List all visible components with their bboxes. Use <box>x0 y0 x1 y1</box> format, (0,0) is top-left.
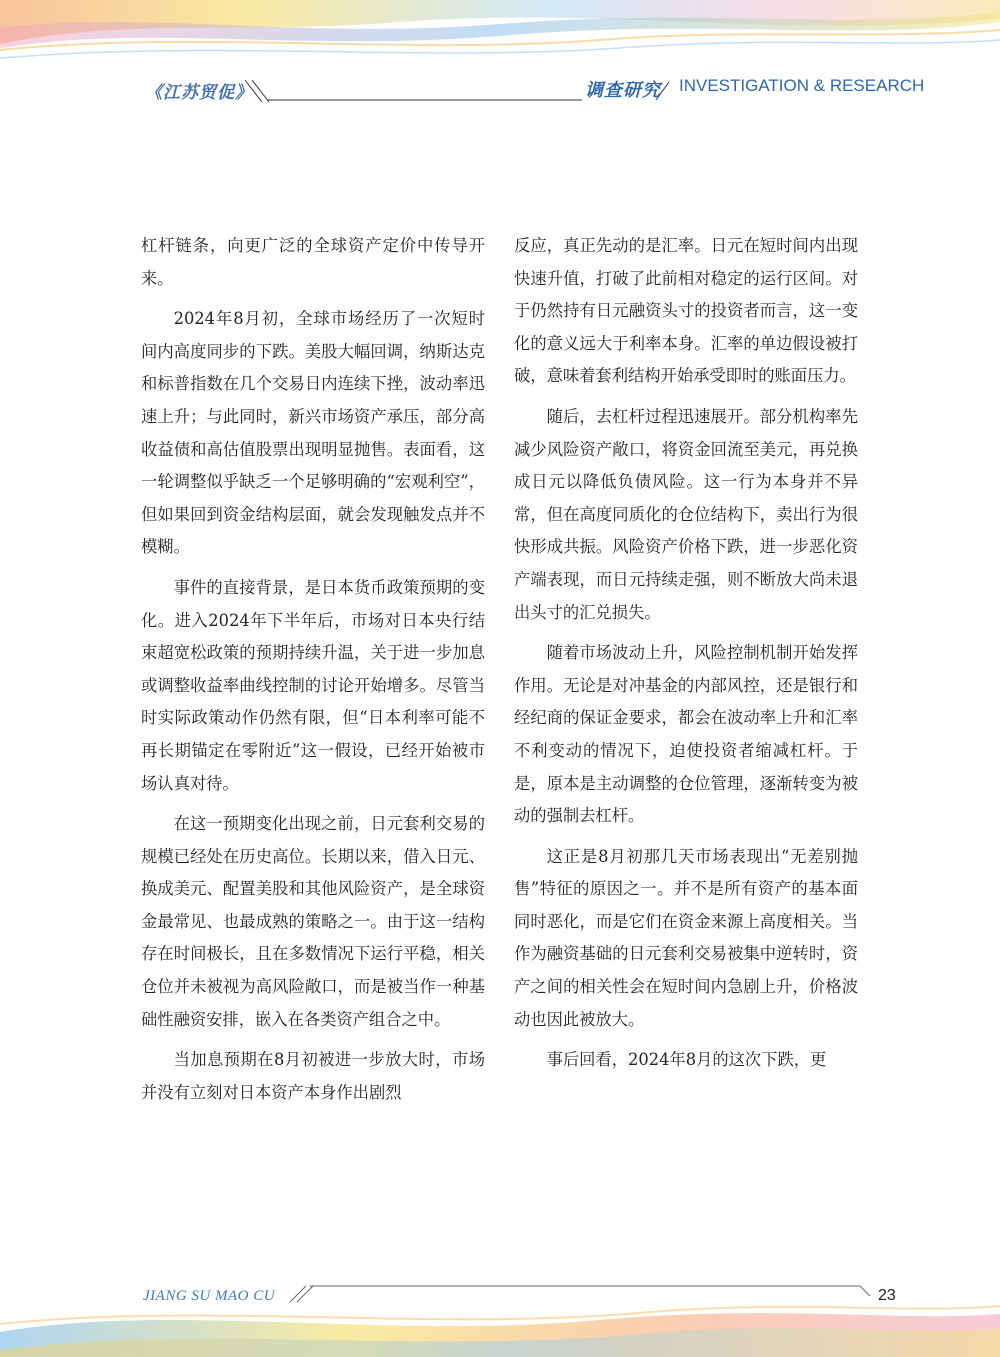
footer-magazine-name: JIANG SU MAO CU <box>143 1288 276 1304</box>
paragraph: 2024年8月初，全球市场经历了一次短时间内高度同步的下跌。美股大幅回调，纳斯达克和标普指数在几个交易日内连续下挫，波动率迅速上升；与此同时，新兴市场资产承压，部分高收益债和高估值股票出现明显抛售。表面看，这一轮调整似乎缺乏一个足够明确的“宏观利空”，但如果回到资金结构层面，就会发现触发点并不模糊。 <box>141 309 485 557</box>
magazine-name: 《江苏贸促》 <box>145 83 253 103</box>
paragraph: 事件的直接背景，是日本货币政策预期的变化。进入2024年下半年后，市场对日本央行结束超宽松政策的预期持续升温，关于进一步加息或调整收益率曲线控制的讨论开始增多。尽管当时实际政策动作仍然有限，但“日本利率可能不再长期锚定在零附近”这一假设，已经开始被市场认真对待。 <box>141 577 485 793</box>
paragraph: 随后，去杠杆过程迅速展开。部分机构率先减少风险资产敞口，将资金回流至美元，再兑换成日元以降低负债风险。这一行为本身并不异常，但在高度同质化的仓位结构下，卖出行为很快形成共振。风险资产价格下跌，进一步恶化资产端表现，而日元持续走强，则不断放大尚未退出头寸的汇兑损失。 <box>514 406 858 622</box>
article-column-right <box>514 230 858 1085</box>
paragraph: 反应，真正先动的是汇率。日元在短时间内出现快速升值，打破了此前相对稳定的运行区间。对于仍然持有日元融资头寸的投资者而言，这一变化的意义远大于利率本身。汇率的单边假设被打破，意味着套利结构开始承受即时的账面压力。 <box>514 236 858 386</box>
section-title-en: INVESTIGATION & RESEARCH <box>679 76 925 95</box>
paragraph: 这正是8月初那几天市场表现出“无差别抛售”特征的原因之一。并不是所有资产的基本面同时恶化，而是它们在资金来源上高度相关。当作为融资基础的日元套利交易被集中逆转时，资产之间的相关性会在短时间内急剧上升，价格波动也因此被放大。 <box>514 846 858 1029</box>
header-decorative-band <box>0 0 1000 70</box>
article-column-left <box>141 230 485 1117</box>
paragraph: 在这一预期变化出现之前，日元套利交易的规模已经处在历史高位。长期以来，借入日元、换成美元、配置美股和其他风险资产，是全球资金最常见、也最成熟的策略之一。由于这一结构存在时间极长，且在多数情况下运行平稳，相关仓位并未被视为高风险敞口，而是被当作一种基础性融资安排，嵌入在各类资产组合之中。 <box>141 814 485 1029</box>
paragraph: 事后回看，2024年8月的这次下跌，更 <box>546 1050 827 1070</box>
section-title-cn: 调查研究 <box>585 80 661 101</box>
paragraph: 当加息预期在8月初被进一步放大时，市场并没有立刻对日本资产本身作出剧烈 <box>141 1050 485 1102</box>
page-header <box>0 62 1000 112</box>
paragraph: 杠杆链条，向更广泛的全球资产定价中传导开来。 <box>141 236 485 288</box>
page-number: 23 <box>878 1287 896 1304</box>
paragraph: 随着市场波动上升，风险控制机制开始发挥作用。无论是对冲基金的内部风控，还是银行和经纪商的保证金要求，都会在波动率上升和汇率不利变动的情况下，迫使投资者缩减杠杆。于是，原本是主动调整的仓位管理，逐渐转变为被动的强制去杠杆。 <box>514 643 858 826</box>
